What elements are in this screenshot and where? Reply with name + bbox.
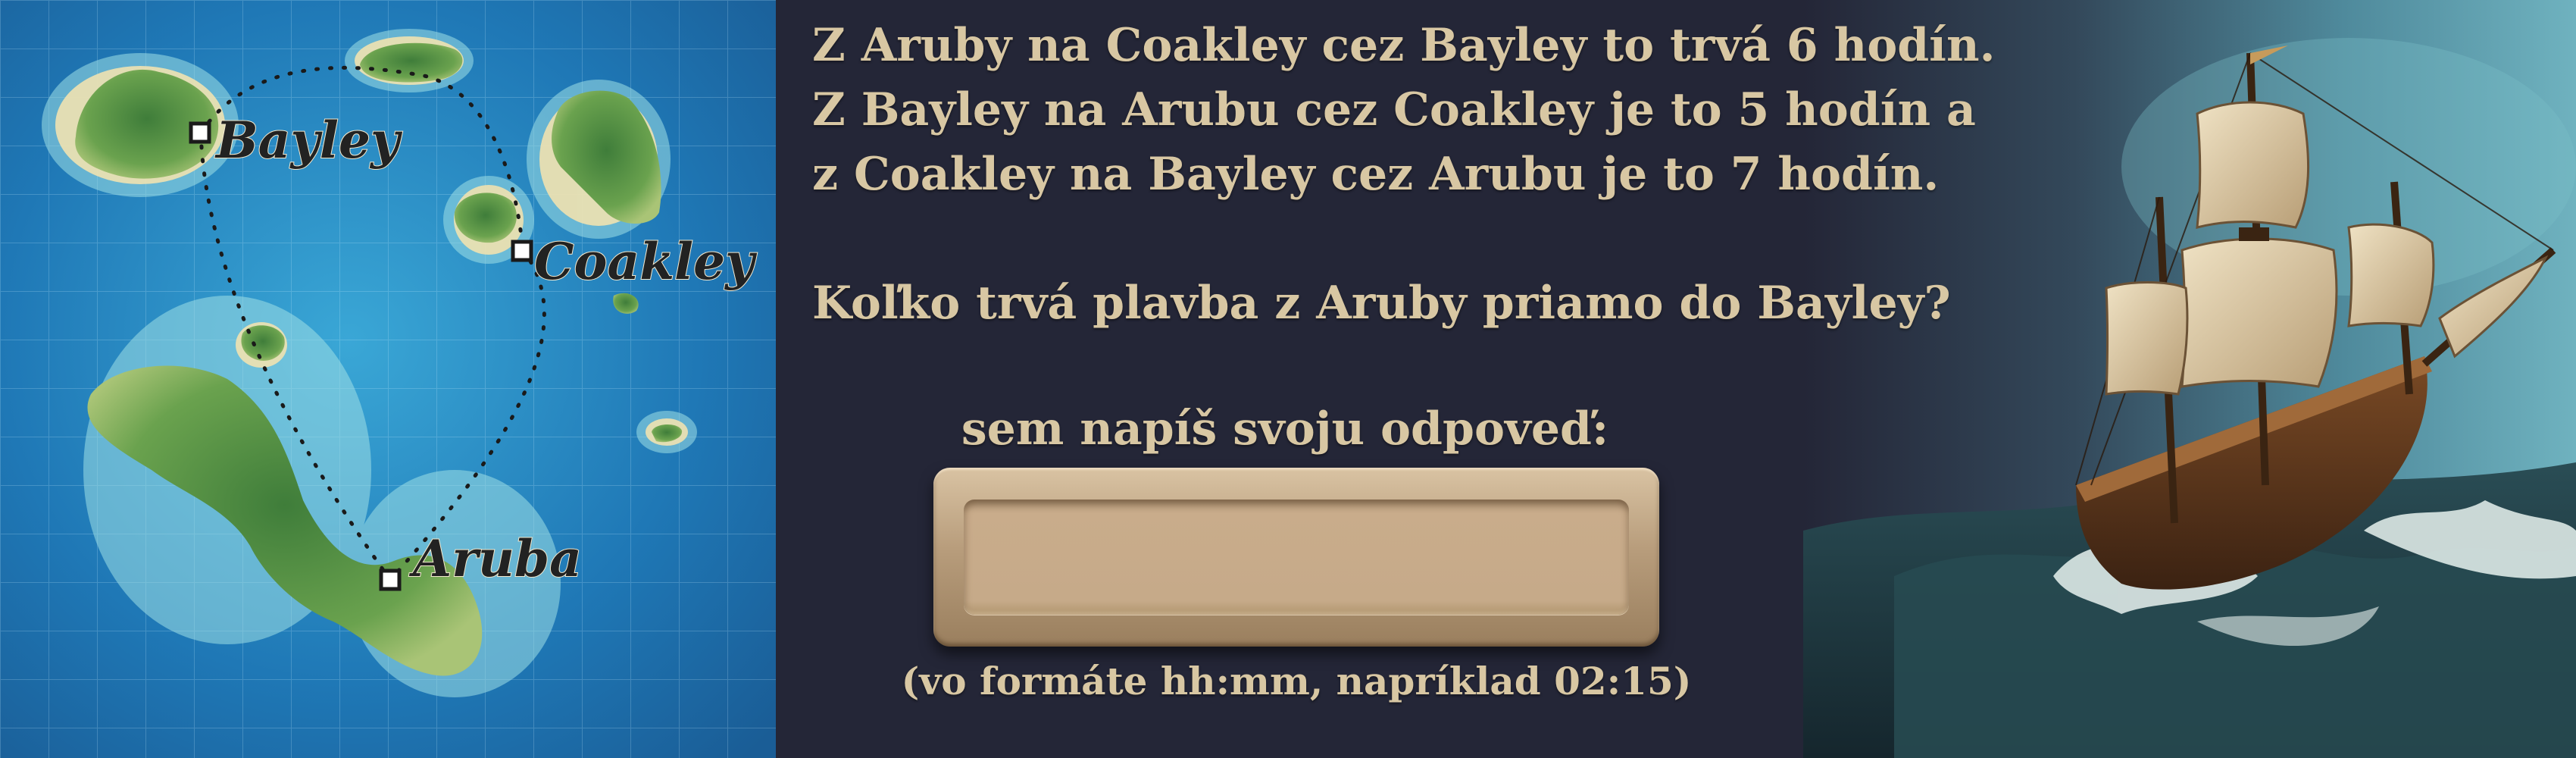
bayley-marker-icon xyxy=(191,124,209,142)
answer-input-frame xyxy=(933,468,1659,647)
coakley-marker-icon xyxy=(513,242,531,260)
puzzle-line-2: Z Bayley na Arubu cez Coakley je to 5 hodín a xyxy=(812,83,1976,136)
answer-format-hint: (vo formáte hh:mm, napríklad 02:15) xyxy=(901,659,1692,703)
puzzle-question: Koľko trvá plavba z Aruby priamo do Bayley? xyxy=(812,277,1951,330)
map-illustration xyxy=(0,0,776,758)
puzzle-line-3: z Coakley na Bayley cez Arubu je to 7 hodín. xyxy=(812,148,1940,201)
puzzle-line-1: Z Aruby na Coakley cez Bayley to trvá 6 hodín. xyxy=(812,19,1996,72)
place-label-aruba: Aruba xyxy=(413,529,582,588)
answer-input[interactable] xyxy=(964,500,1629,615)
puzzle-statement xyxy=(812,14,1994,336)
sea-map xyxy=(0,0,776,758)
place-label-coakley: Coakley xyxy=(534,232,755,291)
aruba-marker-icon xyxy=(381,571,399,589)
place-label-bayley: Bayley xyxy=(216,111,400,170)
answer-label: sem napíš svoju odpoveď: xyxy=(961,402,1609,456)
